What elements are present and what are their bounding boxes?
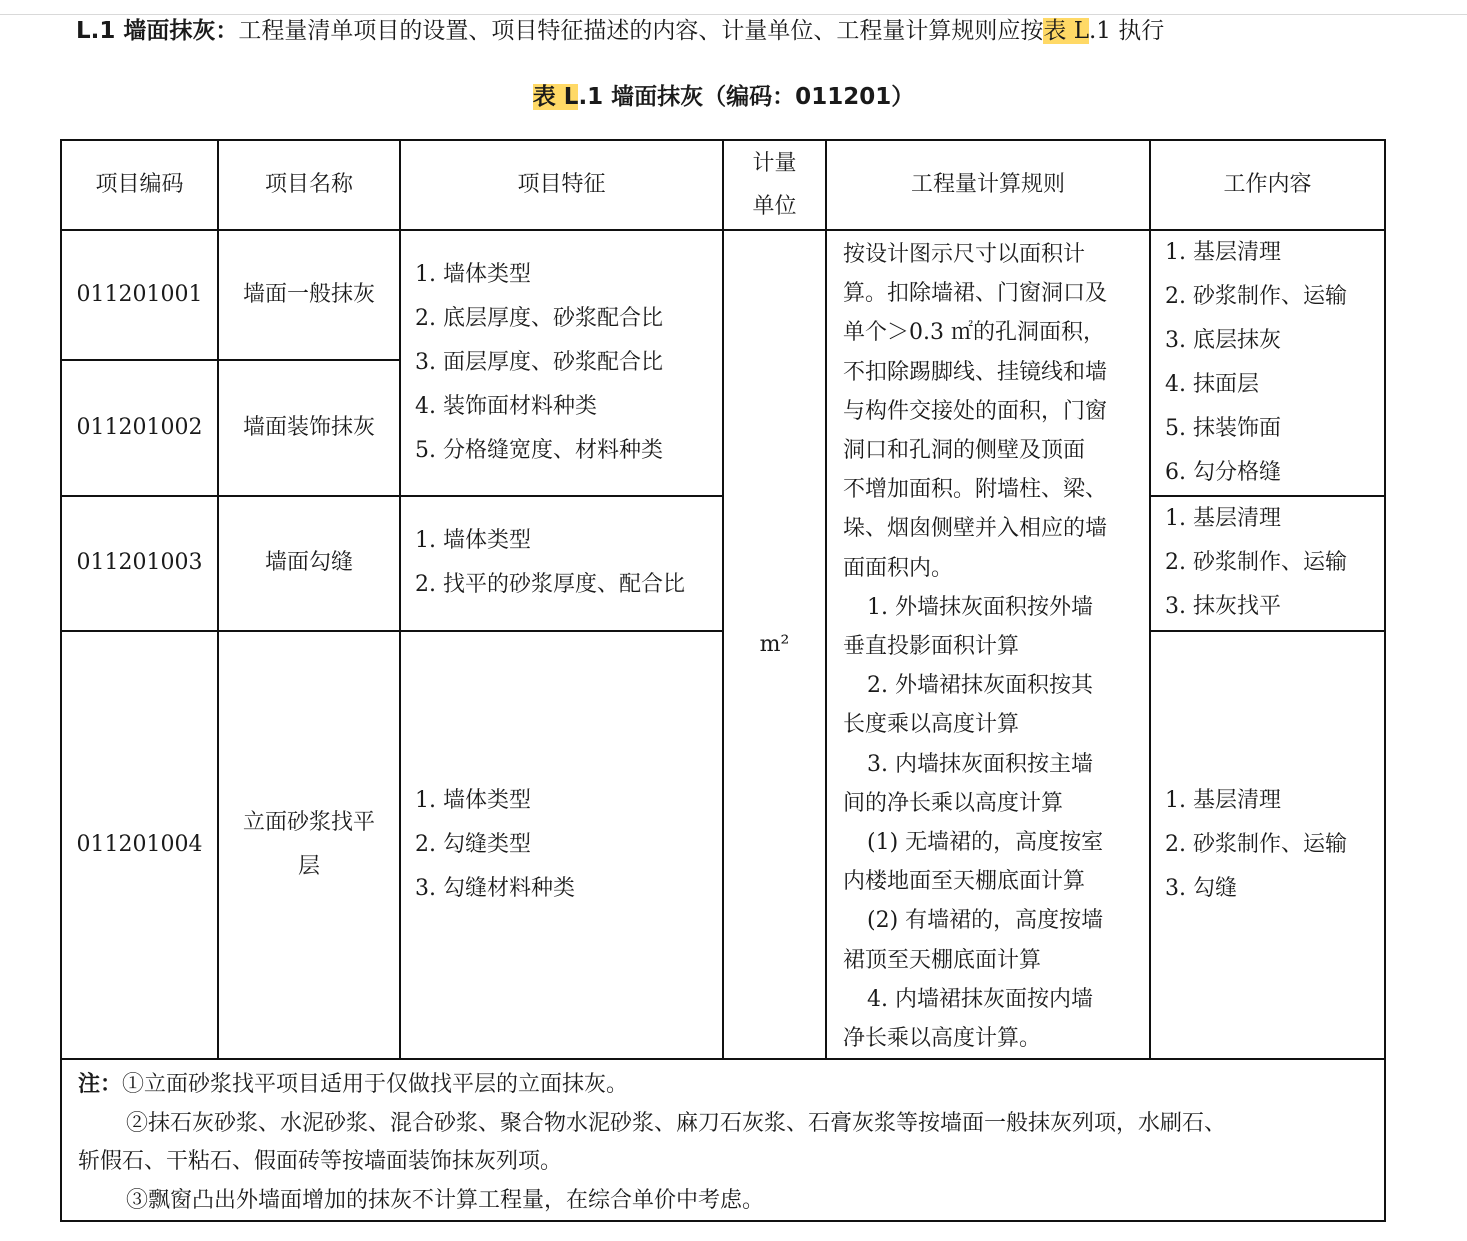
caption-highlight: 表 L — [532, 84, 579, 110]
work-item: 3. 底层抹灰 — [1165, 328, 1281, 354]
note-row — [61, 1059, 1385, 1221]
work-item: 3. 勾缝 — [1165, 875, 1237, 901]
code-cell: 011201004 — [61, 631, 218, 1060]
header-work: 工作内容 — [1150, 140, 1385, 230]
header-name: 项目名称 — [218, 140, 400, 230]
work-item: 2. 砂浆制作、运输 — [1165, 550, 1347, 576]
work-item: 1. 基层清理 — [1165, 787, 1281, 813]
page-top-border — [0, 0, 1467, 15]
rules-line: 垛、烟囱侧壁并入相应的墙 — [843, 516, 1108, 542]
feature-item: 1. 墙体类型 — [415, 262, 531, 288]
feature-item: 2. 底层厚度、砂浆配合比 — [415, 306, 663, 332]
feature-item: 2. 勾缝类型 — [415, 831, 531, 857]
name-line: 立面砂浆找平 — [242, 809, 375, 835]
work-cell — [1150, 230, 1385, 496]
feature-item: 1. 墙体类型 — [415, 787, 531, 813]
note-cell — [61, 1059, 1385, 1221]
header-code: 项目编码 — [61, 140, 218, 230]
name-cell: 墙面装饰抹灰 — [218, 360, 400, 496]
rules-line: 洞口和孔洞的侧壁及顶面 — [843, 438, 1086, 464]
rules-line: 面面积内。 — [843, 555, 954, 581]
intro-highlight: 表 L — [1043, 18, 1089, 44]
note-line: 斩假石、干粘石、假面砖等按墙面装饰抹灰列项。 — [78, 1149, 563, 1175]
work-item: 1. 基层清理 — [1165, 506, 1281, 532]
rules-line: (2) 有墙裙的，高度按墙 — [867, 908, 1104, 934]
feature-item: 1. 墙体类型 — [415, 528, 531, 554]
work-item: 2. 砂浆制作、运输 — [1165, 284, 1347, 310]
intro-text: 工程量清单项目的设置、项目特征描述的内容、计量单位、工程量计算规则应按 — [238, 18, 1044, 44]
code-cell: 011201001 — [61, 230, 218, 360]
features-cell — [400, 230, 723, 496]
features-cell — [400, 496, 723, 630]
work-cell — [1150, 631, 1385, 1060]
rules-line: 与构件交接处的面积，门窗 — [843, 398, 1108, 424]
rules-line: 按设计图示尺寸以面积计 — [843, 242, 1086, 267]
rules-line: 4. 内墙裙抹灰面按内墙 — [867, 986, 1093, 1012]
rules-line: 内楼地面至天棚底面计算 — [843, 869, 1086, 895]
rules-line: 不增加面积。附墙柱、梁、 — [843, 477, 1108, 503]
rules-line: 3. 内墙抹灰面积按主墙 — [867, 751, 1093, 777]
work-item: 3. 抹灰找平 — [1165, 594, 1281, 620]
table-row — [61, 230, 1385, 360]
rules-line: 1. 外墙抹灰面积按外墙 — [867, 594, 1093, 620]
code-cell: 011201003 — [61, 496, 218, 630]
note-line: ②抹石灰砂浆、水泥砂浆、混合砂浆、聚合物水泥砂浆、麻刀石灰浆、石膏灰浆等按墙面一般抹灰列项，水刷石、 — [126, 1110, 1227, 1136]
header-rules: 工程量计算规则 — [826, 140, 1150, 230]
rules-line: 间的净长乘以高度计算 — [843, 790, 1064, 816]
unit-cell: m² — [723, 230, 826, 1059]
name-cell: 墙面勾缝 — [218, 496, 400, 630]
header-unit — [723, 140, 826, 230]
feature-item: 3. 勾缝材料种类 — [415, 875, 575, 901]
work-item: 2. 砂浆制作、运输 — [1165, 831, 1347, 857]
note-label: 注： — [78, 1072, 123, 1098]
feature-item: 3. 面层厚度、砂浆配合比 — [415, 350, 663, 376]
work-item: 5. 抹装饰面 — [1165, 416, 1281, 442]
name-cell — [218, 631, 400, 1060]
wall-plaster-table — [60, 139, 1386, 1222]
features-cell — [400, 631, 723, 1060]
work-cell — [1150, 496, 1385, 630]
header-unit-line1: 计量 — [752, 151, 797, 176]
code-cell: 011201002 — [61, 360, 218, 496]
rules-line: 单个＞0.3 ㎡的孔洞面积， — [843, 320, 1105, 346]
rules-line: 垂直投影面积计算 — [843, 634, 1020, 660]
rules-line: (1) 无墙裙的，高度按室 — [867, 830, 1104, 856]
rules-line: 不扣除踢脚线、挂镜线和墙 — [843, 359, 1108, 385]
work-item: 4. 抹面层 — [1165, 372, 1259, 398]
rules-cell — [826, 230, 1150, 1059]
note-line: ③飘窗凸出外墙面增加的抹灰不计算工程量，在综合单价中考虑。 — [126, 1187, 765, 1213]
rules-line: 算。扣除墙裙、门窗洞口及 — [843, 281, 1108, 307]
work-item: 6. 勾分格缝 — [1165, 460, 1281, 486]
header-unit-line2: 单位 — [752, 194, 797, 219]
work-item: 1. 基层清理 — [1165, 240, 1281, 266]
rules-line: 裙顶至天棚底面计算 — [843, 947, 1042, 973]
note-line — [78, 1066, 1372, 1105]
note-text: ①立面砂浆找平项目适用于仅做找平层的立面抹灰。 — [122, 1072, 629, 1098]
rules-line: 长度乘以高度计算 — [843, 712, 1020, 738]
name-line: 层 — [297, 853, 320, 879]
feature-item: 2. 找平的砂浆厚度、配合比 — [415, 572, 685, 598]
intro-text-end: .1 执行 — [1089, 18, 1165, 44]
table-caption — [0, 80, 1447, 114]
caption-rest: .1 墙面抹灰（编码：011201） — [578, 84, 915, 110]
intro-label: L.1 墙面抹灰： — [76, 18, 239, 44]
rules-line: 净长乘以高度计算。 — [843, 1026, 1042, 1052]
intro-paragraph — [76, 14, 1164, 48]
name-cell: 墙面一般抹灰 — [218, 230, 400, 360]
header-row — [61, 140, 1385, 230]
feature-item: 4. 装饰面材料种类 — [415, 394, 597, 420]
header-features: 项目特征 — [400, 140, 723, 230]
feature-item: 5. 分格缝宽度、材料种类 — [415, 438, 663, 464]
rules-line: 2. 外墙裙抹灰面积按其 — [867, 673, 1093, 699]
